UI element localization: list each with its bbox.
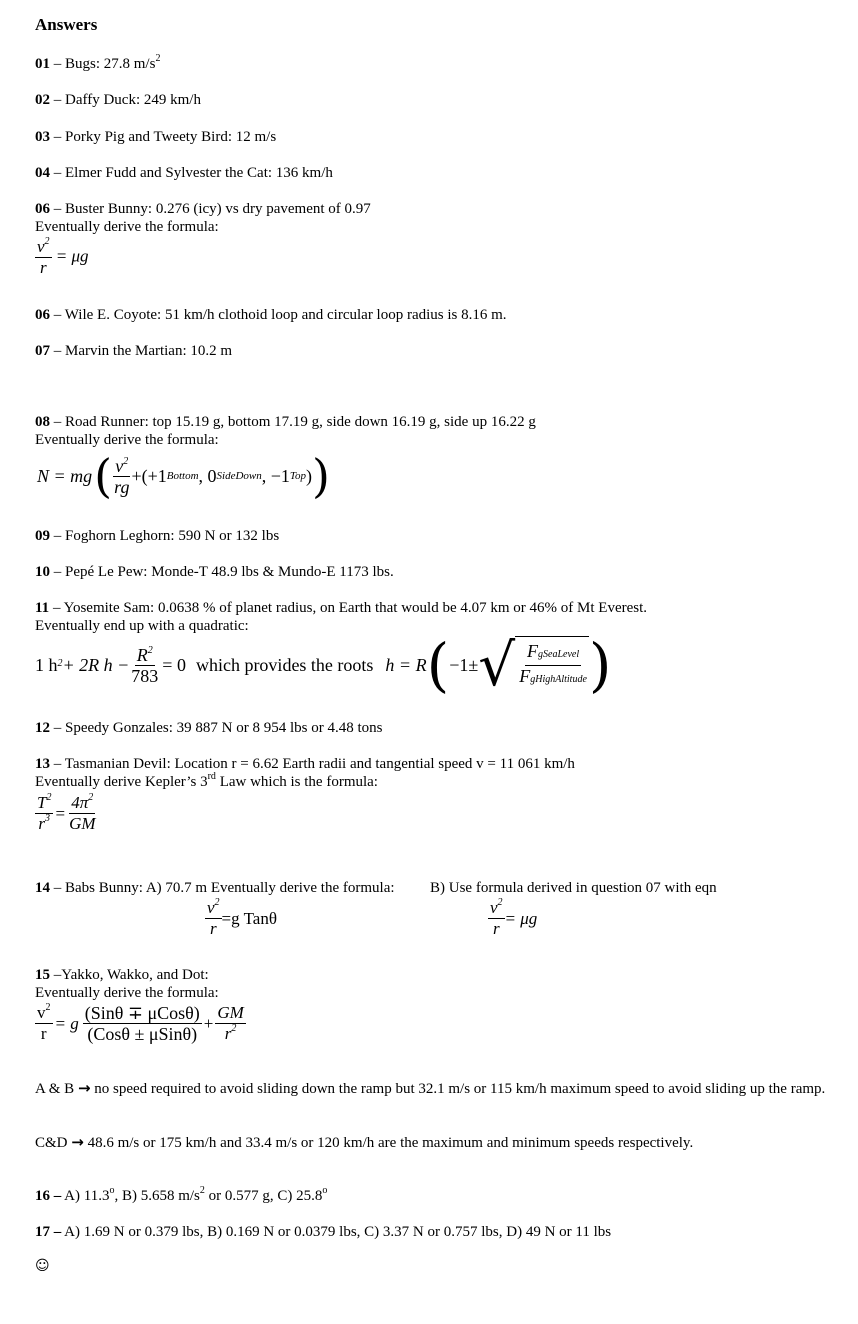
answer-07 bbox=[35, 342, 232, 360]
answer-number: 12 bbox=[35, 720, 50, 736]
smiley-icon: ☺ bbox=[35, 1258, 50, 1274]
exponent: 2 bbox=[46, 792, 52, 804]
derive-note-b: Law which is the formula: bbox=[215, 774, 378, 790]
answer-label: A & B bbox=[35, 1081, 75, 1097]
close-paren-small: ) bbox=[306, 466, 313, 486]
answer-17 bbox=[35, 1223, 611, 1241]
answer-text: – Road Runner: top 15.19 g, bottom 17.19 g, side down 16.19 g, side up 16.22 g bbox=[50, 414, 536, 430]
fraction bbox=[205, 898, 222, 939]
answer-text-a: – Babs Bunny: A) 70.7 m Eventually derive the formula: bbox=[50, 880, 395, 896]
neg-one-pm: −1± bbox=[449, 655, 479, 675]
answer-text: A) 11.3 bbox=[61, 1188, 110, 1204]
numerator: GM bbox=[217, 1003, 244, 1022]
answer-number: 14 bbox=[35, 880, 50, 896]
root-sign: √ bbox=[478, 631, 516, 699]
answer-number: 09 bbox=[35, 528, 50, 544]
fraction bbox=[35, 1003, 53, 1044]
answer-14-b: B) Use formula derived in question 07 with eqn bbox=[430, 880, 717, 896]
numerator: F bbox=[527, 641, 538, 661]
answer-text: – Pepé Le Pew: Monde-T 48.9 lbs & Mundo-E 1173 lbs. bbox=[50, 564, 394, 580]
fraction bbox=[112, 456, 131, 497]
right-paren: ) bbox=[588, 631, 612, 699]
formula-kepler bbox=[35, 793, 98, 834]
denominator: F bbox=[519, 666, 531, 686]
answer-number: 08 bbox=[35, 414, 50, 430]
plus: + bbox=[203, 1013, 214, 1033]
numerator: T bbox=[37, 793, 47, 812]
denominator: r bbox=[224, 1024, 232, 1043]
fraction bbox=[35, 237, 52, 278]
roots-label: which provides the roots bbox=[195, 655, 374, 675]
answer-a-b bbox=[35, 1079, 835, 1098]
subscript-sidedown: SideDown bbox=[216, 470, 262, 482]
answer-text: 48.6 m/s or 175 km/h and 33.4 m/s or 120 km/h are the maximum and minimum speeds respectively. bbox=[83, 1135, 694, 1151]
denominator: 783 bbox=[131, 665, 159, 686]
numerator: R bbox=[136, 644, 148, 665]
answer-number: 03 bbox=[35, 129, 50, 145]
square-root bbox=[478, 631, 589, 699]
answer-number: 04 bbox=[35, 165, 50, 181]
answer-number: 01 bbox=[35, 56, 50, 72]
answer-text: – Elmer Fudd and Sylvester the Cat: 136 km/h bbox=[50, 165, 333, 181]
right-paren: ) bbox=[312, 449, 330, 503]
fraction bbox=[67, 793, 97, 834]
exponent: 3 bbox=[45, 813, 51, 825]
answer-text: – Speedy Gonzales: 39 887 N or 8 954 lbs or 4.48 tons bbox=[50, 720, 383, 736]
numerator: v bbox=[490, 898, 498, 917]
denominator: r bbox=[209, 919, 217, 938]
answer-09 bbox=[35, 527, 279, 545]
formula-quadratic: 1 h $^2$ + 2R h − $\frac{R^2}{783}$ = 0 which provides the roots h = R ( −1± √ $\frac{\text{FgSeaLevel}}{\text{FgHighAltitude}}$ ) bbox=[35, 631, 612, 699]
denominator: r bbox=[39, 258, 47, 277]
denominator: r bbox=[38, 814, 46, 833]
exponent: 2 bbox=[147, 644, 153, 656]
exponent: 2 bbox=[231, 1023, 237, 1035]
answer-number: 15 bbox=[35, 967, 50, 983]
answer-text: – Buster Bunny: 0.276 (icy) vs dry pavement of 0.97 bbox=[50, 201, 371, 217]
numerator: v bbox=[207, 898, 215, 917]
answer-text: – Tasmanian Devil: Location r = 6.62 Earth radii and tangential speed v = 11 061 km/h bbox=[50, 756, 575, 772]
derive-note: Eventually derive the formula: bbox=[35, 432, 219, 448]
denominator: (Cosθ ± μSinθ) bbox=[87, 1024, 198, 1044]
answer-number: 06 bbox=[35, 307, 50, 323]
answer-text: – Bugs: 27.8 m/s bbox=[50, 56, 156, 72]
superscript: 2 bbox=[199, 1185, 205, 1196]
subscript-bottom: Bottom bbox=[166, 470, 199, 482]
formula-normal-force bbox=[37, 451, 330, 501]
answer-text: or 0.577 g, C) 25.8 bbox=[204, 1188, 323, 1204]
lead-term: 1 h bbox=[35, 655, 58, 675]
fraction bbox=[35, 793, 53, 834]
answer-04 bbox=[35, 164, 333, 182]
subscript-highaltitude: gHighAltitude bbox=[530, 674, 587, 685]
denominator: rg bbox=[114, 476, 130, 497]
answer-label: C&D bbox=[35, 1135, 68, 1151]
arrow-icon: → bbox=[71, 1133, 84, 1151]
page-title: Answers bbox=[35, 15, 98, 34]
exponent: 2 bbox=[123, 455, 129, 467]
formula-friction-b bbox=[488, 898, 537, 939]
answer-number: 02 bbox=[35, 92, 50, 108]
denominator: r bbox=[492, 919, 500, 938]
superscript: 2 bbox=[155, 53, 161, 64]
equals-zero: = 0 bbox=[162, 655, 186, 675]
formula-banked-tan bbox=[205, 898, 277, 939]
answer-number: 17 – bbox=[35, 1224, 62, 1240]
answer-06 bbox=[35, 306, 507, 324]
exponent: 2 bbox=[44, 236, 50, 248]
answer-number: 07 bbox=[35, 343, 50, 359]
left-paren: ( bbox=[426, 631, 450, 699]
zero-term: , 0 bbox=[198, 466, 217, 486]
numerator: v bbox=[37, 1003, 46, 1022]
arrow-icon: → bbox=[77, 1079, 91, 1097]
equals: = bbox=[55, 803, 66, 823]
fraction bbox=[83, 1003, 202, 1044]
numerator: 4π bbox=[71, 793, 89, 812]
exponent: 2 bbox=[45, 1002, 51, 1014]
derive-note bbox=[35, 773, 378, 791]
answer-number: 11 bbox=[35, 600, 50, 616]
answer-13 bbox=[35, 755, 575, 773]
answer-03 bbox=[35, 128, 276, 146]
exponent: 2 bbox=[497, 897, 503, 909]
answer-text: A) 1.69 N or 0.379 lbs, B) 0.169 N or 0.0379 lbs, C) 3.37 N or 0.757 lbs, D) 49 N or 11 lbs bbox=[61, 1224, 612, 1240]
formula-lhs: N = mg bbox=[37, 466, 93, 486]
plus-term: +(+1 bbox=[131, 466, 167, 486]
answer-text: –Yakko, Wakko, and Dot: bbox=[50, 967, 209, 983]
derive-note-a: Eventually derive Kepler’s 3 bbox=[35, 774, 208, 790]
answer-c-d bbox=[35, 1133, 693, 1152]
answer-14 bbox=[35, 879, 395, 897]
answer-text: – Porky Pig and Tweety Bird: 12 m/s bbox=[50, 129, 277, 145]
formula-banked-friction bbox=[35, 1003, 246, 1044]
degree-sup: o bbox=[109, 1185, 115, 1196]
exponent: 2 bbox=[214, 897, 220, 909]
formula-rhs: = μg bbox=[55, 246, 89, 266]
numerator: (Sinθ ∓ μCosθ) bbox=[84, 1003, 200, 1023]
answer-12 bbox=[35, 719, 382, 737]
middle-term: + 2R h − bbox=[62, 655, 130, 675]
subscript-top: Top bbox=[289, 470, 307, 482]
answer-number: 13 bbox=[35, 756, 50, 772]
ordinal-sup: rd bbox=[207, 771, 216, 782]
answer-08 bbox=[35, 413, 536, 431]
answer-02 bbox=[35, 91, 201, 109]
derive-note: Eventually end up with a quadratic: bbox=[35, 618, 249, 634]
answer-text: no speed required to avoid sliding down the ramp but 32.1 m/s or 115 km/h maximum speed to avoid sliding up the ramp. bbox=[90, 1081, 826, 1097]
answer-11 bbox=[35, 599, 647, 617]
answer-05 bbox=[35, 200, 371, 218]
exponent: 2 bbox=[88, 792, 94, 804]
answer-text: – Wile E. Coyote: 51 km/h clothoid loop and circular loop radius is 8.16 m. bbox=[50, 307, 507, 323]
denominator: GM bbox=[69, 814, 96, 833]
answer-text: – Yosemite Sam: 0.0638 % of planet radius, on Earth that would be 4.07 km or 46% of Mt Everest. bbox=[49, 600, 648, 616]
answer-text: , B) 5.658 m/s bbox=[114, 1188, 200, 1204]
fraction bbox=[129, 645, 160, 686]
degree-sup: o bbox=[322, 1185, 328, 1196]
left-paren: ( bbox=[94, 449, 113, 503]
formula-friction bbox=[35, 237, 89, 278]
answer-text: – Daffy Duck: 249 km/h bbox=[50, 92, 201, 108]
minus-term: , −1 bbox=[261, 466, 290, 486]
answer-10 bbox=[35, 563, 394, 581]
derive-note: Eventually derive the formula: bbox=[35, 219, 219, 235]
answer-number: 10 bbox=[35, 564, 50, 580]
equals-g: = g bbox=[54, 1013, 79, 1033]
answer-01 bbox=[35, 55, 160, 73]
answer-text: – Marvin the Martian: 10.2 m bbox=[50, 343, 233, 359]
answer-number: 16 – bbox=[35, 1188, 62, 1204]
answer-number: 06 bbox=[35, 201, 50, 217]
answer-text: – Foghorn Leghorn: 590 N or 132 lbs bbox=[50, 528, 280, 544]
numerator: v bbox=[37, 237, 45, 256]
derive-note: Eventually derive the formula: bbox=[35, 985, 219, 1001]
subscript-sealevel: gSeaLevel bbox=[538, 649, 580, 660]
root-body bbox=[515, 636, 589, 694]
fraction bbox=[215, 1003, 245, 1044]
answer-15 bbox=[35, 966, 209, 984]
formula-rhs: = μg bbox=[504, 908, 538, 928]
denominator: r bbox=[40, 1024, 47, 1043]
fraction bbox=[517, 641, 589, 690]
h-equals-r: h = R bbox=[385, 655, 427, 675]
formula-rhs: =g Tanθ bbox=[221, 908, 277, 928]
numerator: v bbox=[115, 455, 124, 476]
fraction bbox=[488, 898, 505, 939]
answer-16 bbox=[35, 1187, 327, 1205]
